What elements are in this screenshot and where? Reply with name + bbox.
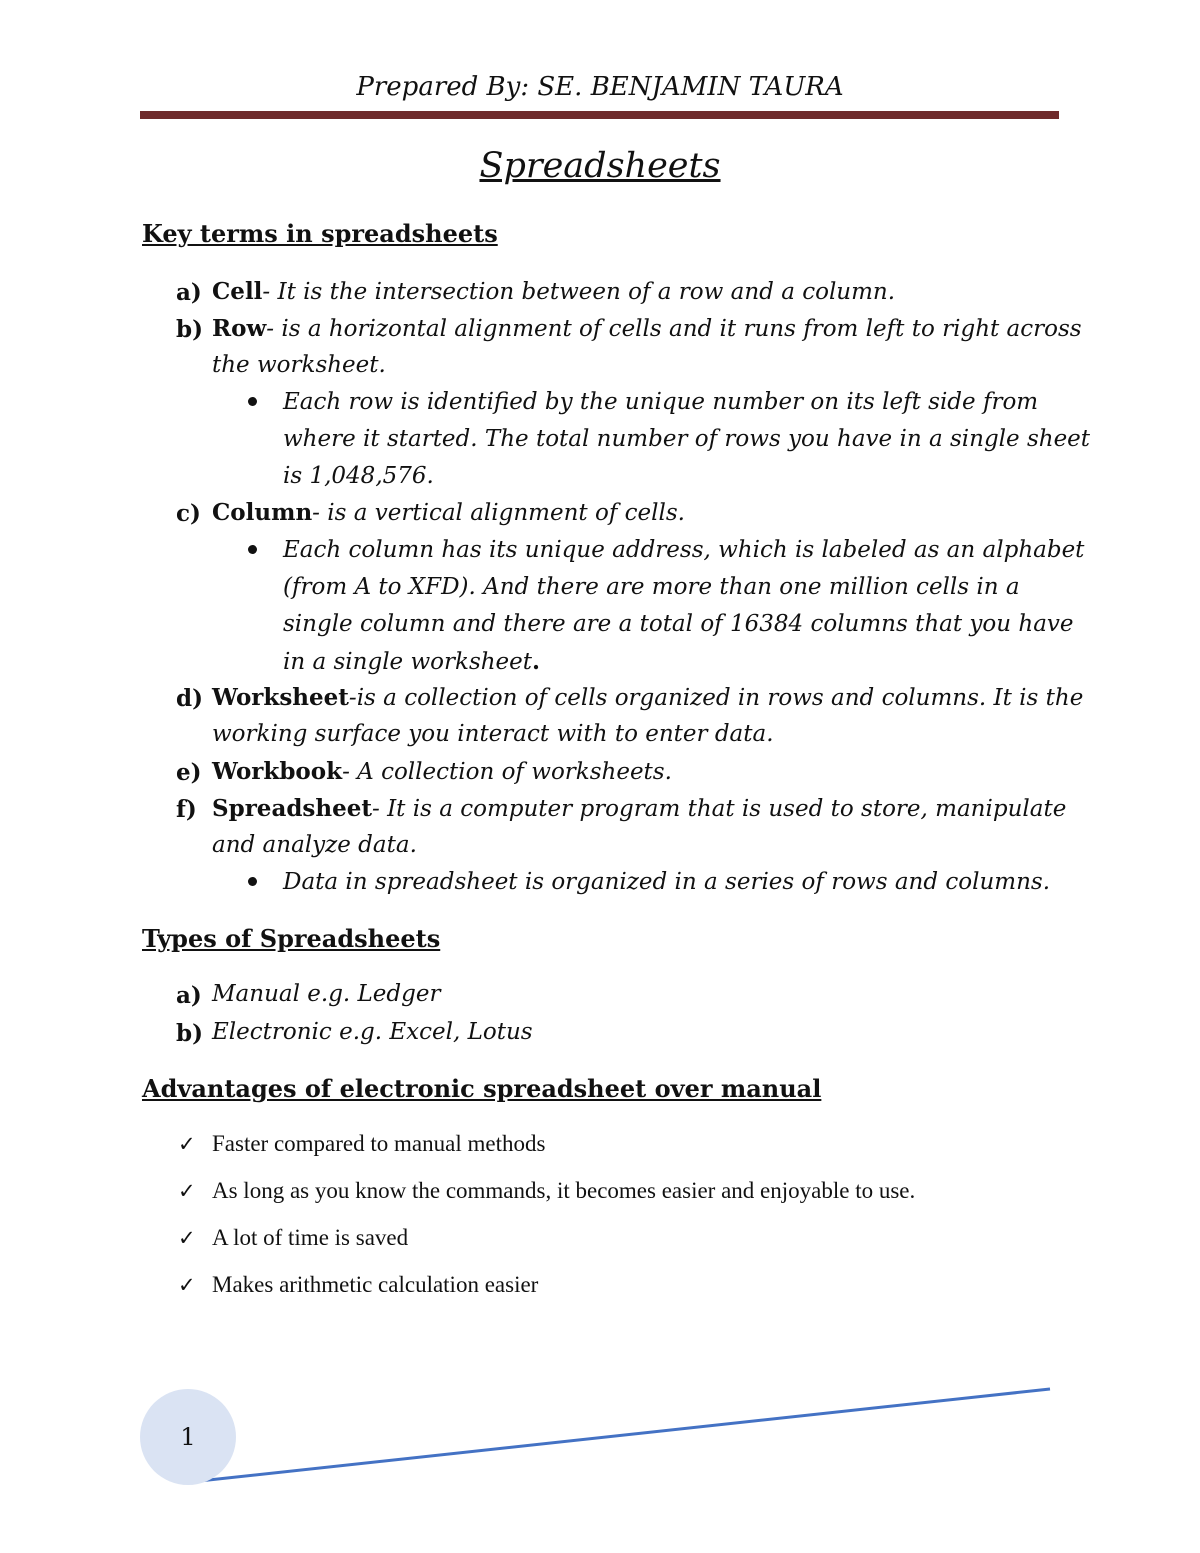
page-number: 1 xyxy=(140,1389,236,1485)
row-definition-cont: the worksheet. xyxy=(212,352,386,378)
types-marker: b) xyxy=(176,1020,203,1047)
cell-marker: a) xyxy=(176,279,202,306)
row-marker: b) xyxy=(176,316,203,343)
advantages-heading: Advantages of electronic spreadsheet over manual xyxy=(142,1074,822,1103)
spreadsheet-definition: Spreadsheet- It is a computer program that is used to store, manipulate xyxy=(212,795,1067,822)
advantage-item: ✓ Faster compared to manual methods xyxy=(178,1131,546,1156)
page-title: Spreadsheets xyxy=(479,146,721,186)
spreadsheet-bullet-line: Data in spreadsheet is organized in a series of rows and columns. xyxy=(283,869,1051,895)
column-bullet-line: in a single worksheet. xyxy=(283,648,541,675)
types-item: Manual e.g. Ledger xyxy=(212,981,441,1007)
types-marker: a) xyxy=(176,982,202,1009)
row-bullet-line: is 1,048,576. xyxy=(283,463,434,489)
types-heading: Types of Spreadsheets xyxy=(142,924,441,953)
row-bullet-line: where it started. The total number of rows you have in a single sheet xyxy=(283,426,1091,452)
advantage-item: ✓ A lot of time is saved xyxy=(178,1225,409,1250)
column-bullet-line: single column and there are a total of 16384 columns that you have xyxy=(283,611,1074,637)
advantage-item: ✓ Makes arithmetic calculation easier xyxy=(178,1272,539,1297)
workbook-marker: e) xyxy=(176,759,202,786)
key-terms-heading: Key terms in spreadsheets xyxy=(142,219,498,248)
spreadsheet-definition-cont: and analyze data. xyxy=(212,832,417,858)
worksheet-marker: d) xyxy=(176,685,203,712)
worksheet-definition: Worksheet-is a collection of cells organized in rows and columns. It is the xyxy=(212,684,1084,711)
cell-definition: Cell- It is the intersection between of a row and a column. xyxy=(212,278,896,305)
row-definition: Row- is a horizontal alignment of cells and it runs from left to right across xyxy=(212,315,1082,342)
worksheet-definition-cont: working surface you interact with to enter data. xyxy=(212,721,774,747)
column-bullet-line: Each column has its unique address, which is labeled as an alphabet xyxy=(283,537,1085,563)
row-bullet-line: Each row is identified by the unique number on its left side from xyxy=(283,389,1039,415)
check-icon: ✓ xyxy=(178,1132,196,1156)
workbook-definition: Workbook- A collection of worksheets. xyxy=(212,758,672,785)
spreadsheet-marker: f) xyxy=(176,796,197,823)
page-header: Prepared By: SE. BENJAMIN TAURA xyxy=(356,72,844,102)
advantage-item: ✓ As long as you know the commands, it becomes easier and enjoyable to use. xyxy=(178,1178,916,1203)
column-marker: c) xyxy=(176,500,201,527)
column-bullet-line: (from A to XFD). And there are more than one million cells in a xyxy=(283,574,1020,600)
types-item: Electronic e.g. Excel, Lotus xyxy=(212,1019,533,1045)
column-definition: Column- is a vertical alignment of cells. xyxy=(212,499,685,526)
check-icon: ✓ xyxy=(178,1273,196,1297)
check-icon: ✓ xyxy=(178,1179,196,1203)
check-icon: ✓ xyxy=(178,1226,196,1250)
